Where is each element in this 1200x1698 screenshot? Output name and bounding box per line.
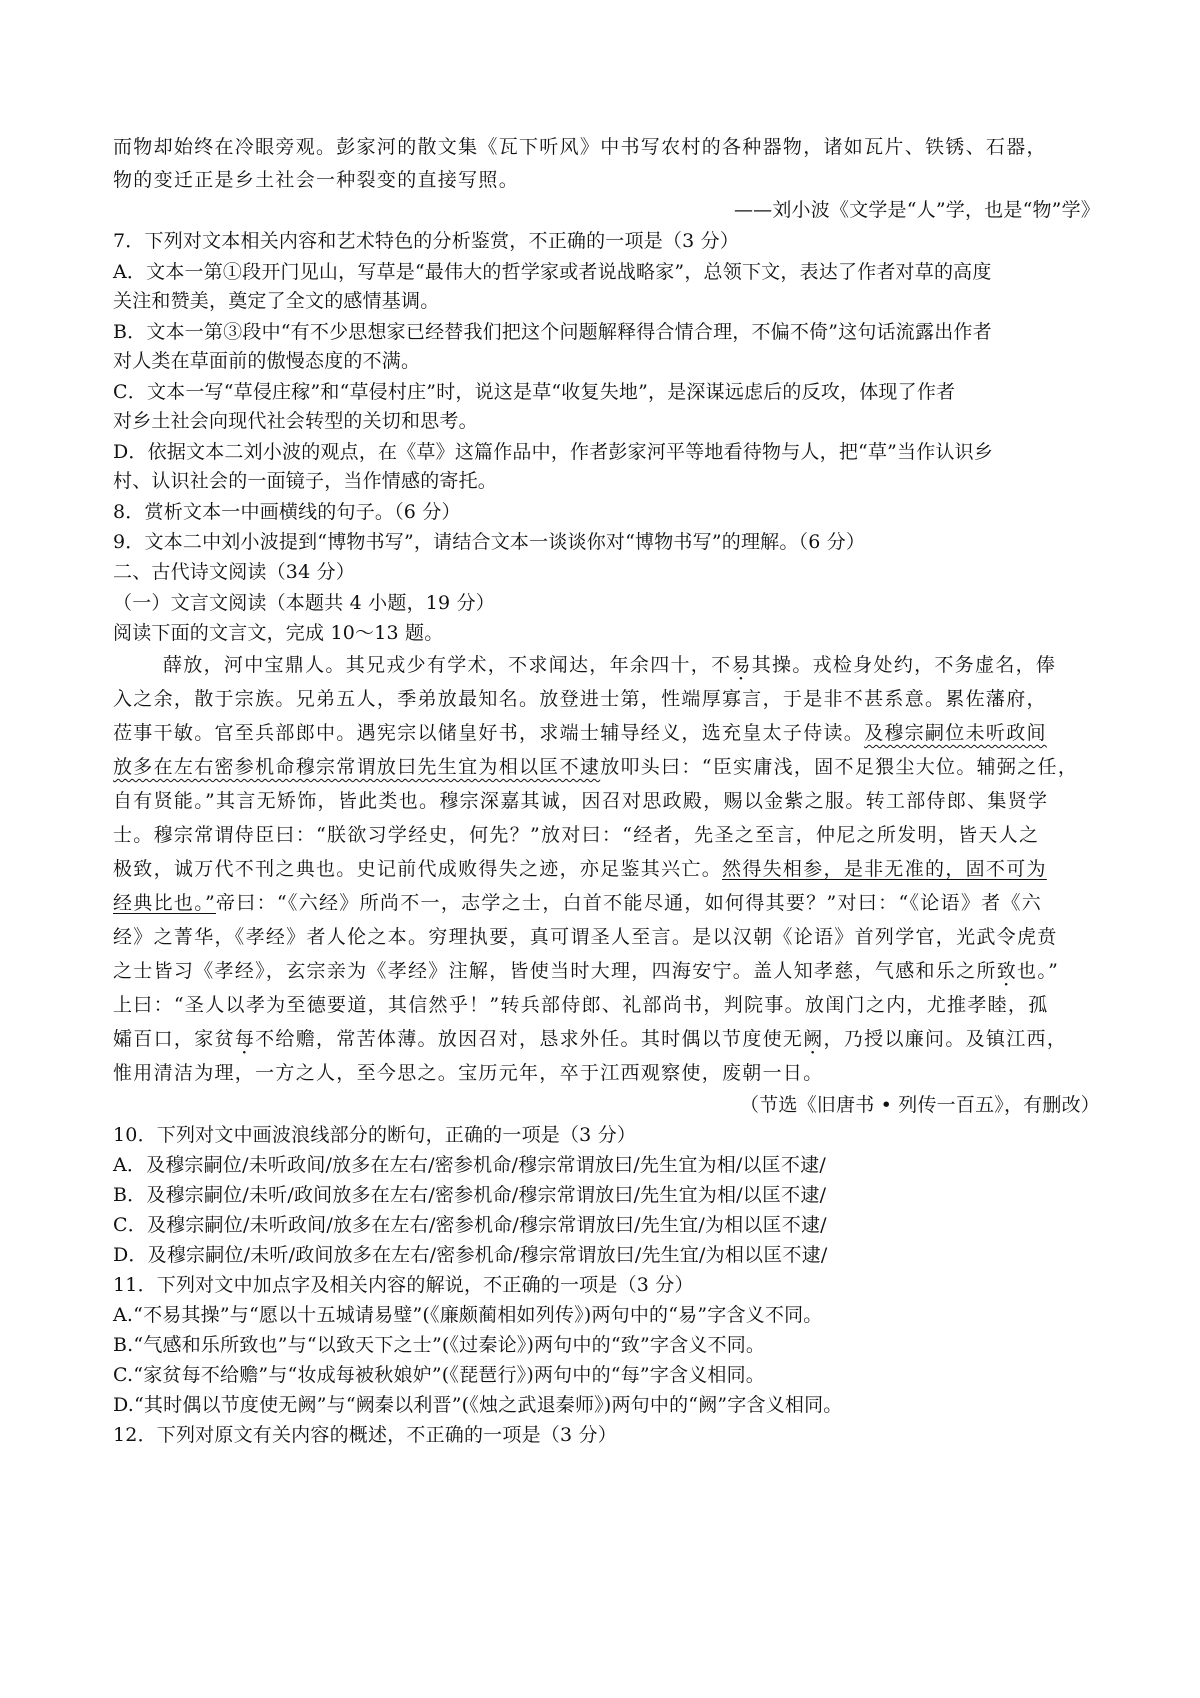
q10-option-c: C．及穆宗嗣位/未听政间/放多在左右/密参机命/穆宗常谓放曰/先生宜/为相以匡不逮/ [113,1214,827,1236]
q10-option-b: B．及穆宗嗣位/未听/政间放多在左右/密参机命/穆宗常谓放曰/先生宜为相/以匡不逮/ [113,1184,827,1206]
passage-line-7 [113,854,1093,884]
q7-option-c-line-1: C．文本一写“草侵庄稼”和“草侵村庄”时，说这是草“收复失地”，是深谋远虑后的反攻，体现了作者 [113,381,956,403]
passage-text: 不给赡，常苦体薄。放因召对，恳求外任。其时偶以节度使无 [255,1028,804,1050]
q11-option-a: A.“不易其操”与“愿以十五城请易璧”(《廉颇蔺相如列传》)两句中的“易”字含义不同。 [113,1304,823,1326]
passage-line-13: 惟用清洁为理，一方之人，至今思之。宝历元年，卒于江西观察使，废朝一日。 [113,1062,824,1084]
passage1-tail-line-2: 物的变迁正是乡土社会一种裂变的直接写照。 [113,169,520,191]
passage-text: 之士皆习《孝经》，玄宗亲为《孝经》注解，皆使当时大理，四海安宁。盖人知孝慈，气感和乐之所 [113,960,997,982]
q11-stem: 11．下列对文中加点字及相关内容的解说，不正确的一项是（3 分） [113,1274,694,1296]
q7-option-b-line-1: B．文本一第③段中“有不少思想家已经替我们把这个问题解释得合情合理，不偏不倚”这句话流露出作者 [113,321,992,343]
passage-line-6: 士。穆宗常谓侍臣曰：“朕欲习学经史，何先？”放对曰：“经者，先圣之至言，仲尼之所发明，皆天人之 [113,824,1040,846]
dotted-char-que: 阙 [803,1028,824,1050]
underlined-sentence: 经典比也。” [113,892,217,914]
passage1-tail-line-1: 而物却始终在冷眼旁观。彭家河的散文集《瓦下听风》中书写农村的各种器物，诸如瓦片、铁锈、石器， [113,136,1047,158]
passage-text: ，乃授以廉问。及镇江西， [823,1028,1068,1050]
q7-stem: 7．下列对文本相关内容和艺术特色的分析鉴赏，不正确的一项是（3 分） [113,230,740,252]
dotted-char-zhi: 致 [996,960,1018,982]
section-heading: 二、古代诗文阅读（34 分） [113,561,356,583]
q9-stem: 9．文本二中刘小波提到“博物书写”，请结合文本一谈谈你对“博物书写”的理解。（6 分） [113,531,866,553]
passage-line-2: 入之余，散于宗族。兄弟五人，季弟放最知名。放登进士第，性端厚寡言，于是非不甚系意。累佐藩府， [113,688,1047,710]
q10-stem: 10．下列对文中画波浪线部分的断句，正确的一项是（3 分） [113,1124,637,1146]
q10-option-a: A．及穆宗嗣位/未听政间/放多在左右/密参机命/穆宗常谓放曰/先生宜为相/以匡不逮/ [113,1154,826,1176]
passage-line-10 [113,956,1093,986]
q8-stem: 8．赏析文本一中画横线的句子。（6 分） [113,501,461,523]
passage1-source: ——刘小波《文学是“人”学，也是“物”学》 [733,199,1100,221]
wavy-underline-text: 及穆宗嗣位未听政间 [864,722,1047,744]
passage-text: 也。” [1017,960,1060,982]
passage-text: 薛放，河中宝鼎人。其兄戎少有学术，不求闻达，年余四十，不 [163,654,732,676]
passage-line-12 [113,1024,1093,1054]
passage-line-1 [163,650,1143,680]
passage-text: 莅事干敏。官至兵部郎中。遇宪宗以储皇好书，求端士辅导经义，选充皇太子侍读。 [113,722,865,744]
passage-line-11: 上曰：“圣人以孝为至德要道，其信然乎！”转兵部侍郎、礼部尚书，判院事。放闺门之内，尤推孝睦，孤 [113,994,1049,1016]
passage-source: （节选《旧唐书 • 列传一百五》，有删改） [740,1094,1100,1116]
wavy-underline-text: 放多在左右密参机命穆宗常谓放曰先生宜为相以匡不逮 [113,756,601,778]
reading-instruction: 阅读下面的文言文，完成 10～13 题。 [113,622,444,644]
passage-line-3 [113,718,1093,748]
q12-stem: 12．下列对原文有关内容的概述，不正确的一项是（3 分） [113,1424,617,1446]
q10-option-d: D．及穆宗嗣位/未听/政间放多在左右/密参机命/穆宗常谓放曰/先生宜/为相以匡不逮/ [113,1244,828,1266]
q7-option-d-line-2: 村、认识社会的一面镜子，当作情感的寄托。 [113,470,498,492]
q7-option-d-line-1: D．依据文本二刘小波的观点，在《草》这篇作品中，作者彭家河平等地看待物与人，把“草”当作认识乡 [113,441,994,463]
dotted-char-mei: 每 [234,1028,256,1050]
q11-option-c: C.“家贫每不给赡”与“妆成每被秋娘妒”(《琵琶行》)两句中的“每”字含义相同。 [113,1364,766,1386]
q7-option-a-line-2: 关注和赞美，奠定了全文的感情基调。 [113,290,440,312]
passage-text: 极致，诚万代不刊之典也。史记前代成败得失之迹，亦足鉴其兴亡。 [113,858,723,880]
subsection-heading: （一）文言文阅读（本题共 4 小题，19 分） [113,592,495,614]
passage-line-5: 自有贤能。”其言无矫饰，皆此类也。穆宗深嘉其诚，因召对思政殿，赐以金紫之服。转工部侍郎、集贤学 [113,790,1049,812]
passage-line-9: 经》之菁华，《孝经》者人伦之本。穷理执要，真可谓圣人至言。是以汉朝《论语》首列学官，光武令虎贲 [113,926,1058,948]
passage-text: 其操。戎检身处约，不务虚名，俸 [751,654,1057,676]
q7-option-c-line-2: 对乡土社会向现代社会转型的关切和思考。 [113,410,478,432]
q7-option-b-line-2: 对人类在草面前的傲慢态度的不满。 [113,350,421,372]
q11-option-b: B.“气感和乐所致也”与“以致天下之士”(《过秦论》)两句中的“致”字含义不同。 [113,1334,766,1356]
dotted-char-yi: 易 [731,654,752,676]
q11-option-d: D.“其时偶以节度使无阙”与“阙秦以利晋”(《烛之武退秦师》)两句中的“阙”字含义相同。 [113,1394,843,1416]
passage-line-8 [113,888,1093,918]
passage-text: 孀百口，家贫 [113,1028,235,1050]
passage-text: 放叩头曰：“臣实庸浅，固不足猥尘大位。辅弼之任， [600,756,1079,778]
passage-line-4 [113,752,1093,782]
passage-text: 帝曰：“《六经》所尚不一，志学之士，白首不能尽通，如何得其要？”对曰：“《论语》者《六 [216,892,1043,914]
underlined-sentence: 然得失相参，是非无准的，固不可为 [722,858,1047,880]
q7-option-a-line-1: A．文本一第①段开门见山，写草是“最伟大的哲学家或者说战略家”，总领下文，表达了作者对草的高度 [113,261,992,283]
